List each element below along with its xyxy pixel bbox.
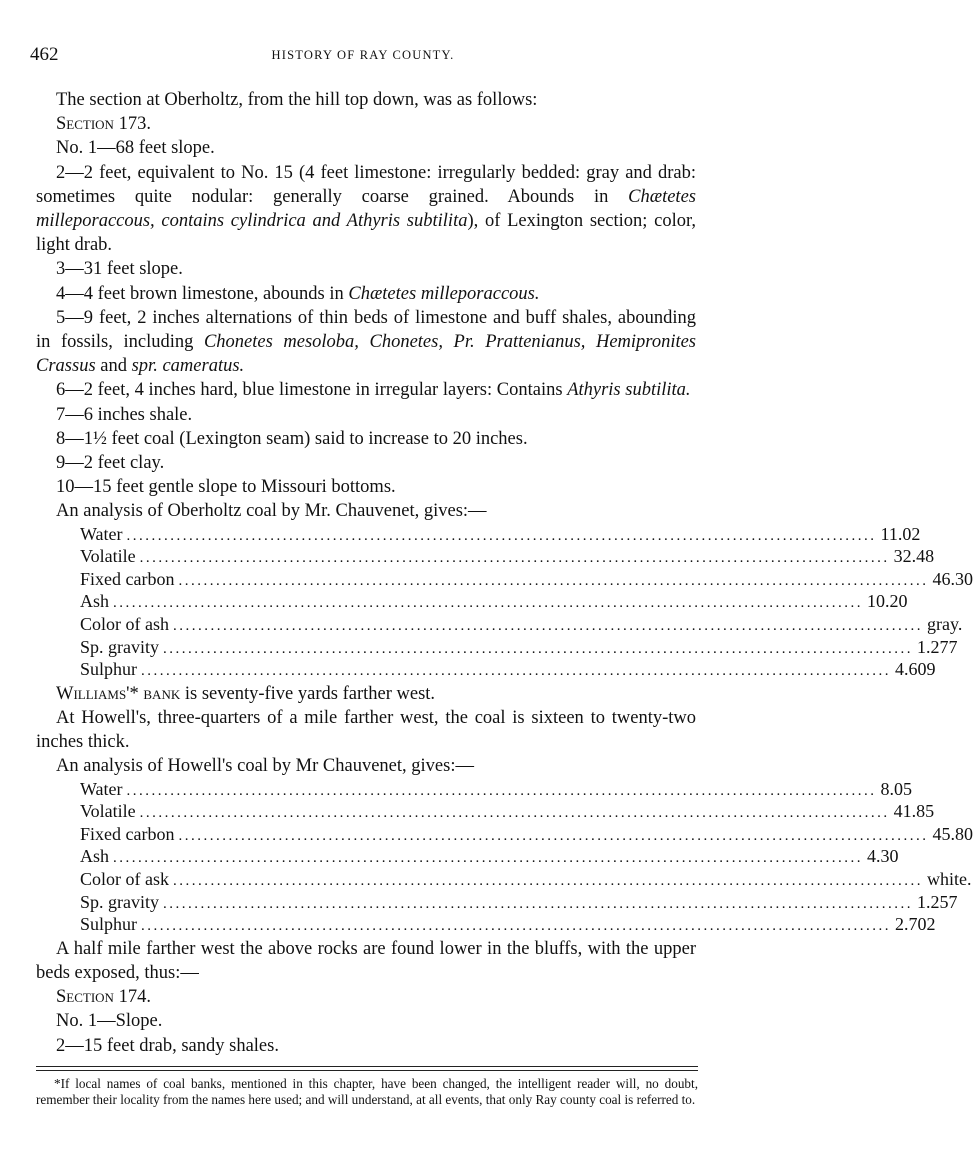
layer-5-fossils-2: spr. cameratus.: [131, 356, 245, 377]
analysis-label: Volatile: [80, 801, 136, 822]
analysis-label: Ash: [80, 846, 110, 867]
analysis-row: [80, 523, 921, 547]
analysis-row: [80, 568, 973, 592]
section-heading-174: Section 174.: [56, 987, 151, 1008]
dot-leader: ........................................................................................................................: [126, 782, 877, 799]
layer-5: [36, 306, 696, 379]
paragraph-howell: At Howell's, three-quarters of a mile farther west, the coal is sixteen to twenty-two inches thick.: [36, 708, 696, 753]
analysis-row: [80, 846, 899, 869]
analysis-howell-intro: An analysis of Howell's coal by Mr Chauvenet, gives:—: [56, 756, 474, 777]
analysis-value: 4.30: [867, 846, 899, 867]
analysis-label: Sulphur: [80, 659, 138, 680]
analysis-label: Water: [80, 523, 123, 544]
dot-leader: ........................................................................................................................: [173, 618, 923, 635]
layer-2-text-c: ), of Lexington section; color, light drab.: [36, 211, 696, 256]
footnote-divider: [36, 1066, 698, 1067]
analysis-value: white.: [927, 869, 972, 889]
layer-6: [36, 378, 696, 402]
analysis-value: gray.: [927, 614, 963, 635]
layer-7: 7—6 inches shale.: [56, 404, 193, 425]
layer-4-fossils: Chætetes milleporaccous.: [348, 283, 540, 304]
analysis-label: Sp. gravity: [80, 636, 159, 657]
layer-10: 10—15 feet gentle slope to Missouri bottoms.: [56, 477, 396, 498]
dot-leader: ........................................................................................................................: [173, 873, 923, 889]
analysis-value: 4.609: [895, 659, 936, 680]
dot-leader: ........................................................................................................................: [163, 895, 913, 912]
analysis-row: [80, 869, 972, 892]
dot-leader: ........................................................................................................................: [113, 850, 864, 867]
dot-leader: ........................................................................................................................: [178, 827, 929, 844]
analysis-value: 32.48: [893, 546, 935, 567]
layer-6-fossils: Athyris subtilita.: [567, 380, 691, 401]
analysis-row: [80, 546, 935, 569]
analysis-value: 45.80: [932, 823, 973, 844]
dot-leader: ........................................................................................................................: [141, 663, 892, 680]
dot-leader: ........................................................................................................................: [126, 527, 877, 544]
analysis-row: [80, 891, 958, 915]
analysis-row: [80, 778, 913, 802]
page-number: 462: [30, 44, 59, 65]
layer-5-text-c: and: [95, 356, 132, 377]
analysis-label: Water: [80, 778, 123, 799]
section-174-layer-2: 2—15 feet drab, sandy shales.: [56, 1035, 279, 1056]
analysis-label: Ash: [80, 591, 110, 612]
williams-bank-name: Williams'* bank: [56, 683, 181, 704]
analysis-label: Sp. gravity: [80, 891, 159, 912]
analysis-label: Sulphur: [80, 914, 138, 935]
dot-leader: ........................................................................................................................: [163, 640, 913, 657]
analysis-row: [80, 636, 958, 660]
footnote: *If local names of coal banks, mentioned in this chapter, have been changed, the intelligent reader will, no doubt, remember their locality from the names here used; and will understand, at all events, that only Ray county coal is referred to.: [36, 1076, 698, 1107]
layer-5-fossils: Chonetes mesoloba, Chonetes, Pr. Prattenianus, Hemipronites Crassus: [36, 332, 697, 377]
page-header: [30, 44, 696, 68]
analysis-value: 1.277: [917, 636, 958, 657]
analysis-row: [80, 914, 936, 937]
layer-8: 8—1½ feet coal (Lexington seam) said to increase to 20 inches.: [56, 428, 528, 449]
layer-5-text-a: 5—9 feet, 2 inches alternations of thin beds of limestone and buff shales, abounding in fossils, including: [36, 307, 696, 353]
layer-2-text-a: 2—2 feet, equivalent to No. 15 (4 feet limestone: irregularly bedded: gray and drab: sometimes quite nodular: generally coarse grained. Abounds in: [36, 162, 696, 207]
section-174-layer-1: No. 1—Slope.: [56, 1011, 163, 1032]
layer-4-text-a: 4—4 feet brown limestone, abounds in: [56, 283, 349, 304]
analysis-label: Color of ash: [80, 614, 169, 635]
analysis-row: [80, 659, 936, 682]
analysis-value: 11.02: [880, 523, 921, 544]
page-body: [36, 88, 973, 1058]
running-title: HISTORY OF RAY COUNTY.: [271, 48, 455, 62]
layer-4: [36, 282, 696, 306]
analysis-label: Volatile: [80, 546, 136, 567]
analysis-label: Fixed carbon: [80, 568, 175, 589]
layer-2-fossils: Chætetes milleporaccous, contains cylindrica and Athyris subtilita: [36, 186, 696, 232]
analysis-row: [80, 801, 935, 824]
dot-leader: ........................................................................................................................: [141, 918, 892, 935]
layer-2: [36, 161, 696, 258]
footnote-divider-thin: [36, 1070, 698, 1071]
williams-text: is seventy-five yards farther west.: [180, 683, 436, 704]
section-heading-173: Section 173.: [56, 114, 151, 135]
paragraph-intro: The section at Oberholtz, from the hill top down, was as follows:: [56, 90, 538, 110]
analysis-value: 1.257: [917, 891, 958, 912]
analysis-table-howell: [80, 778, 973, 937]
dot-leader: ........................................................................................................................: [178, 572, 929, 589]
analysis-value: 46.30: [932, 568, 973, 589]
analysis-table-oberholtz: [80, 523, 973, 682]
layer-3: 3—31 feet slope.: [56, 259, 183, 280]
dot-leader: ........................................................................................................................: [139, 550, 890, 567]
analysis-value: 41.85: [893, 801, 935, 822]
analysis-oberholtz-intro: An analysis of Oberholtz coal by Mr. Chauvenet, gives:—: [56, 501, 487, 522]
analysis-label: Fixed carbon: [80, 823, 175, 844]
analysis-row: [80, 614, 963, 637]
analysis-value: 8.05: [880, 778, 913, 799]
paragraph-half-mile: A half mile farther west the above rocks are found lower in the bluffs, with the upper beds exposed, thus:—: [36, 938, 696, 983]
paragraph-williams: [36, 682, 696, 706]
layer-6-text-a: 6—2 feet, 4 inches hard, blue limestone in irregular layers: Contains: [56, 380, 568, 401]
analysis-row: [80, 591, 908, 614]
dot-leader: ........................................................................................................................: [139, 805, 890, 822]
dot-leader: ........................................................................................................................: [113, 595, 864, 612]
analysis-label: Color of ask: [80, 869, 169, 889]
analysis-row: [80, 823, 973, 847]
analysis-value: 2.702: [895, 914, 936, 935]
layer-1: No. 1—68 feet slope.: [56, 138, 215, 159]
layer-9: 9—2 feet clay.: [56, 453, 165, 474]
analysis-value: 10.20: [867, 591, 908, 612]
